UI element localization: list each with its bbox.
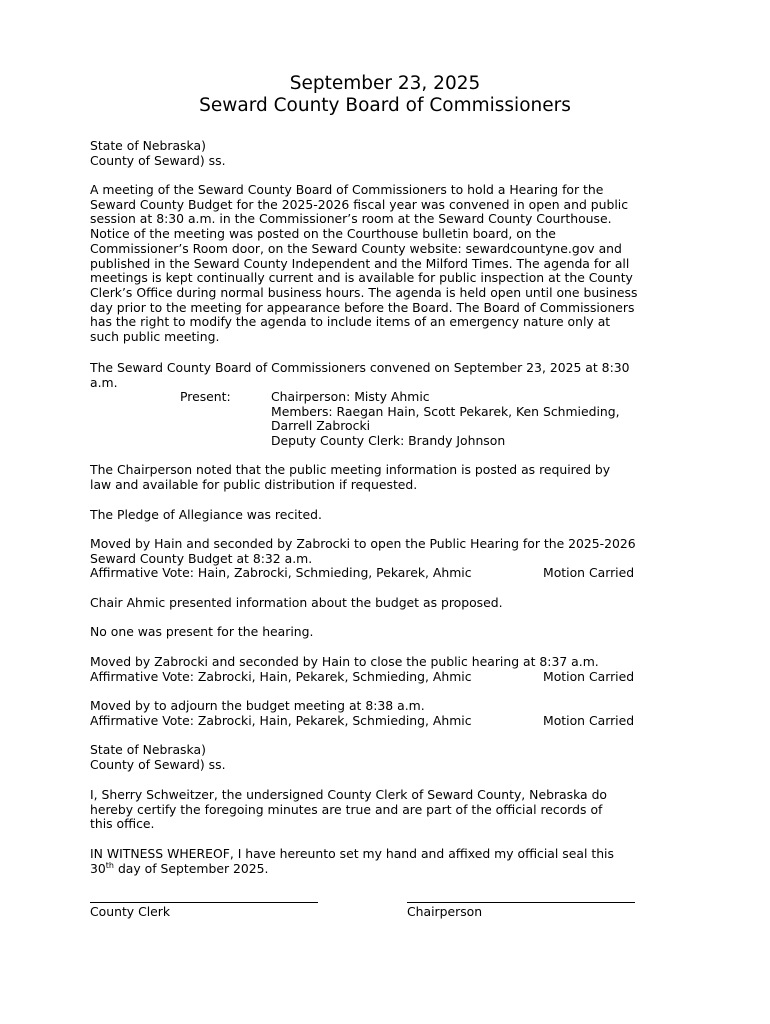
venue-state: State of Nebraska) xyxy=(90,138,206,153)
venue-county: County of Seward) ss. xyxy=(90,756,226,772)
convened-paragraph xyxy=(90,361,690,390)
motion-line: Moved by Hain and seconded by Zabrocki to open the Public Hearing for the 2025-2026 xyxy=(90,536,636,551)
intro-line: A meeting of the Seward County Board of Commissioners to hold a Hearing for the xyxy=(90,182,604,197)
intro-line: has the right to modify the agenda to include items of an emergency nature only at xyxy=(90,314,611,330)
present-label: Present: xyxy=(180,389,231,404)
witness-line: IN WITNESS WHEREOF, I have hereunto set my hand and affixed my official seal this xyxy=(90,846,614,861)
notice-line: law and available for public distribution if requested. xyxy=(90,476,418,492)
vote-line: Affirmative Vote: Zabrocki, Hain, Pekarek, Schmieding, Ahmic xyxy=(90,668,472,684)
intro-line: session at 8:30 a.m. in the Commissioner’s room at the Seward County Courthouse. xyxy=(90,211,612,227)
venue-county: County of Seward) ss. xyxy=(90,152,226,168)
certification-paragraph xyxy=(90,788,690,832)
venue-state: State of Nebraska) xyxy=(90,742,206,757)
certify-line: hereby certify the foregoing minutes are true and are part of the official records of xyxy=(90,801,603,817)
clerk-signature-line xyxy=(90,902,318,903)
motion-line: Seward County Budget at 8:32 a.m. xyxy=(90,550,313,566)
witness-paragraph xyxy=(90,847,690,876)
motion-line: Moved by Zabrocki and seconded by Hain to close the public hearing at 8:37 a.m. xyxy=(90,654,599,669)
witness-date-line: 30th day of September 2025. xyxy=(90,860,269,876)
county-clerk-label: County Clerk xyxy=(90,904,171,919)
chairperson: Chairperson: Misty Ahmic xyxy=(271,389,430,404)
board-title: Seward County Board of Commissioners xyxy=(199,95,571,116)
convened-line: a.m. xyxy=(90,374,118,390)
members-line-2: Darrell Zabrocki xyxy=(271,418,371,433)
convened-line: The Seward County Board of Commissioners convened on September 23, 2025 at 8:30 xyxy=(90,360,630,375)
motion-result: Motion Carried xyxy=(543,713,635,728)
certify-line: this office. xyxy=(90,816,155,832)
venue-block-1 xyxy=(90,139,690,168)
motion-result: Motion Carried xyxy=(543,669,635,684)
vote-line: Affirmative Vote: Hain, Zabrocki, Schmieding, Pekarek, Ahmic xyxy=(90,565,472,581)
motion-result: Motion Carried xyxy=(543,565,635,580)
members-line-1: Members: Raegan Hain, Scott Pekarek, Ken Schmieding, xyxy=(271,404,620,419)
intro-line: Seward County Budget for the 2025-2026 fiscal year was convened in open and public xyxy=(90,196,629,212)
meeting-date: September 23, 2025 xyxy=(289,73,481,94)
intro-paragraph xyxy=(90,183,690,345)
no-one-present-text: No one was present for the hearing. xyxy=(90,624,314,639)
certify-line: I, Sherry Schweitzer, the undersigned County Clerk of Seward County, Nebraska do xyxy=(90,787,608,802)
chair-signature-line xyxy=(407,902,635,903)
pledge-text: The Pledge of Allegiance was recited. xyxy=(90,507,322,522)
vote-line: Affirmative Vote: Zabrocki, Hain, Pekarek, Schmieding, Ahmic xyxy=(90,712,472,728)
intro-line: day prior to the meeting for appearance before the Board. The Board of Commissioners xyxy=(90,299,635,315)
intro-line: such public meeting. xyxy=(90,329,220,345)
intro-line: published in the Seward County Independent and the Milford Times. The agenda for all xyxy=(90,255,630,271)
intro-line: Notice of the meeting was posted on the Courthouse bulletin board, on the xyxy=(90,226,556,242)
intro-line: meetings is kept continually current and is available for public inspection at the County xyxy=(90,270,633,286)
deputy-clerk: Deputy County Clerk: Brandy Johnson xyxy=(271,433,506,448)
notice-paragraph xyxy=(90,463,690,492)
chairperson-label: Chairperson xyxy=(407,904,483,919)
motion-line: Moved by to adjourn the budget meeting at 8:38 a.m. xyxy=(90,698,425,713)
venue-block-2 xyxy=(90,743,690,772)
intro-line: Clerk’s Office during normal business hours. The agenda is held open until one business xyxy=(90,284,638,300)
notice-line: The Chairperson noted that the public meeting information is posted as required by xyxy=(90,462,611,477)
presented-text: Chair Ahmic presented information about the budget as proposed. xyxy=(90,595,503,610)
intro-line: Commissioner’s Room door, on the Seward County website: sewardcountyne.gov and xyxy=(90,240,622,256)
